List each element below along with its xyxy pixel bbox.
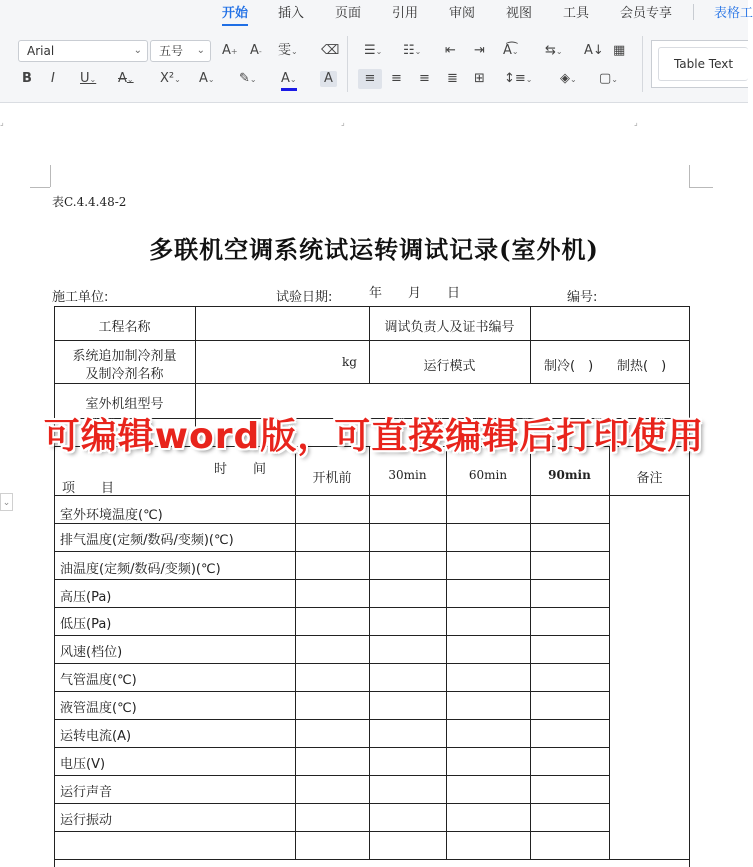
mode-heating-option: 制热( ) [617, 359, 667, 374]
refrigerant-charge-label-1: 系统追加制冷剂量 [72, 349, 177, 364]
test-date-label: 试验日期: [276, 290, 333, 305]
mode-cooling-option: 制冷( ) [544, 359, 594, 374]
align-center-icon[interactable]: ≡ [391, 71, 402, 86]
sort-az-icon[interactable]: A↓ [584, 43, 604, 58]
menu-divider [693, 4, 694, 20]
italic-icon[interactable]: I [51, 71, 55, 86]
outdoor-model-label: 室外机组型号 [85, 397, 164, 412]
record-table [54, 306, 690, 867]
row-label: 室外环境温度(℃) [60, 508, 163, 523]
menu-bar [0, 0, 753, 26]
header-item: 项 目 [62, 481, 115, 496]
tab-table-tools[interactable]: 表格工 [714, 6, 753, 21]
document-title: 多联机空调系统试运转调试记录(室外机) [149, 235, 599, 264]
test-date-value: 年 月 日 [369, 286, 461, 301]
underline-icon[interactable]: U⌄ [80, 71, 97, 86]
decrease-indent-icon[interactable]: ⇤ [445, 43, 456, 58]
font-color-icon[interactable]: A⌄ [281, 71, 297, 91]
numbered-list-icon[interactable]: ☷⌄ [403, 43, 422, 58]
col-before-start: 开机前 [312, 471, 352, 486]
col-remarks: 备注 [636, 471, 663, 486]
crop-mark [689, 187, 713, 189]
char-shading-icon[interactable]: A [320, 71, 337, 87]
tab-page[interactable]: 页面 [335, 6, 362, 21]
row-label: 排气温度(定频/数码/变频)(℃) [60, 533, 234, 548]
bullet-list-icon[interactable]: ☰⌄ [364, 43, 383, 58]
tab-tools[interactable]: 工具 [563, 6, 590, 21]
clear-format-icon[interactable]: ⌫ [321, 43, 340, 58]
tab-insert[interactable]: 插入 [278, 6, 305, 21]
unit-kg: kg [342, 355, 357, 369]
crop-mark [50, 165, 52, 187]
font-name-value: Arial [27, 44, 55, 58]
commissioning-lead-label: 调试负责人及证书编号 [384, 320, 515, 335]
increase-indent-icon[interactable]: ⇥ [474, 43, 485, 58]
ribbon-toolbar [0, 26, 748, 127]
col-30min: 30min [388, 468, 427, 482]
construction-unit-label: 施工单位: [52, 290, 109, 305]
row-label: 运转电流(A) [60, 729, 132, 744]
group-launcher-icon[interactable]: ⌟ [634, 118, 638, 127]
sort-icon[interactable]: ⇆⌄ [545, 43, 563, 58]
distribute-icon[interactable]: ⊞ [474, 71, 485, 86]
superscript-icon[interactable]: X²⌄ [160, 71, 181, 86]
tab-home[interactable]: 开始 [222, 2, 248, 21]
phonetic-guide-icon[interactable]: 雯⌄ [278, 43, 298, 58]
tab-member[interactable]: 会员专享 [620, 6, 673, 21]
row-label: 风速(档位) [60, 645, 123, 660]
row-label: 气管温度(℃) [60, 673, 137, 688]
row-label: 低压(Pa) [60, 617, 112, 632]
form-code: 表C.4.4.48-2 [52, 195, 127, 209]
font-size-value: 五号 [159, 44, 184, 58]
ribbon-divider [642, 36, 643, 92]
project-name-label: 工程名称 [98, 320, 151, 335]
font-name-select[interactable] [18, 40, 148, 62]
chevron-down-icon: ⌄ [196, 45, 205, 56]
row-label: 液管温度(℃) [60, 701, 137, 716]
font-size-select[interactable] [150, 40, 211, 62]
collapse-chevron-icon[interactable]: ⌄ [0, 493, 13, 511]
justify-icon[interactable]: ≣ [447, 71, 458, 86]
crop-mark [30, 187, 50, 189]
tab-references[interactable]: 引用 [392, 6, 419, 21]
row-label: 运行声音 [60, 785, 113, 800]
text-effect-icon[interactable]: A⌄ [199, 71, 215, 86]
align-left-icon[interactable]: ≡ [358, 69, 382, 89]
strikethrough-icon[interactable]: A⌄ [118, 71, 134, 86]
row-label: 运行振动 [60, 813, 113, 828]
ribbon-divider [347, 36, 348, 92]
row-label: 电压(V) [60, 757, 106, 772]
header-time: 时 间 [214, 462, 267, 477]
line-spacing-icon[interactable]: ↕≡⌄ [504, 71, 533, 86]
col-60min: 60min [468, 468, 508, 482]
record-number-label: 编号: [567, 290, 598, 305]
row-label: 高压(Pa) [60, 590, 112, 605]
text-direction-icon[interactable]: A͡⌄ [503, 43, 519, 58]
show-marks-icon[interactable]: ▦ [613, 43, 626, 58]
highlight-icon[interactable]: ✎⌄ [239, 71, 257, 86]
run-mode-label: 运行模式 [423, 359, 476, 374]
tab-review[interactable]: 审阅 [449, 6, 476, 21]
group-launcher-icon[interactable]: ⌟ [0, 118, 4, 127]
group-launcher-icon[interactable]: ⌟ [341, 118, 345, 127]
chevron-down-icon: ⌄ [133, 45, 142, 56]
col-90min: 90min [548, 468, 591, 482]
style-table-text[interactable]: Table Text [658, 47, 748, 81]
refrigerant-charge-label-2: 及制冷剂名称 [85, 367, 164, 382]
tab-view[interactable]: 视图 [506, 6, 533, 21]
bold-icon[interactable]: B [22, 71, 32, 86]
align-right-icon[interactable]: ≡ [419, 71, 430, 86]
borders-icon[interactable]: ▢⌄ [599, 71, 618, 86]
row-label: 油温度(定频/数码/变频)(℃) [60, 562, 221, 577]
shading-icon[interactable]: ◈⌄ [560, 71, 577, 86]
style-gallery [651, 40, 748, 88]
promo-banner: 可编辑word版，可直接编辑后打印使用 [43, 416, 705, 457]
shrink-font-icon[interactable]: A- [250, 43, 262, 58]
crop-mark [689, 165, 691, 187]
grow-font-icon[interactable]: A+ [222, 43, 238, 58]
